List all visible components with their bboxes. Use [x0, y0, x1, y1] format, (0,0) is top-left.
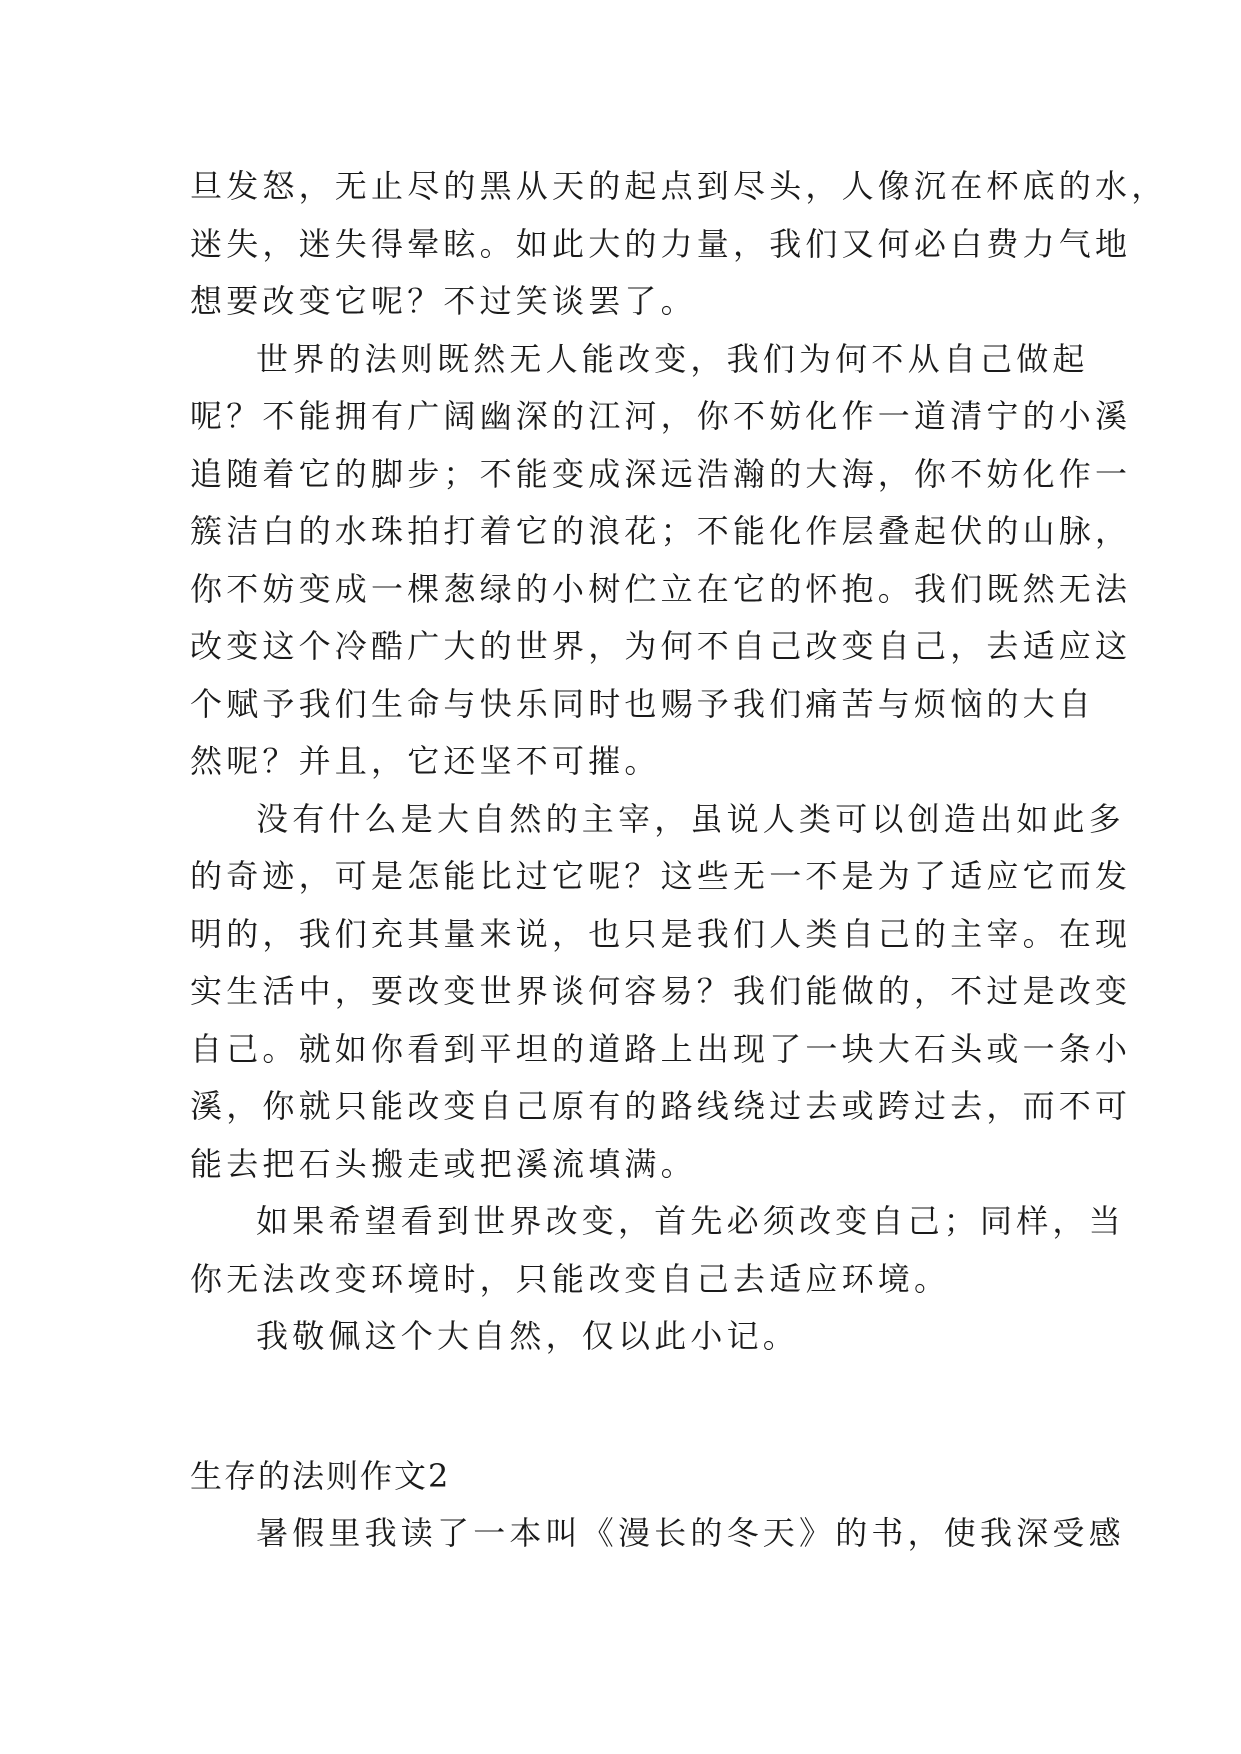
text-line: 呢？不能拥有广阔幽深的江河，你不妨化作一道清宁的小溪 — [190, 397, 1132, 435]
paragraph-5 — [190, 1308, 1050, 1366]
text-line: 能去把石头搬走或把溪流填满。 — [190, 1144, 697, 1183]
paragraph-1 — [190, 158, 1168, 331]
text-line: 想要改变它呢？不过笑谈罢了。 — [190, 282, 697, 320]
paragraph-6 — [190, 1505, 1125, 1563]
text-line: 实生活中，要改变世界谈何容易？我们能做的，不过是改变 — [190, 972, 1132, 1010]
paragraph-4 — [190, 1193, 1125, 1308]
text-line: 旦发怒，无止尽的黑从天的起点到尽头，人像沉在杯底的水， — [190, 167, 1168, 205]
text-line: 溪，你就只能改变自己原有的路线绕过去或跨过去，而不可 — [190, 1087, 1132, 1125]
text-line: 如果希望看到世界改变，首先必须改变自己；同样，当 — [256, 1202, 1125, 1240]
paragraph-2 — [190, 331, 1132, 791]
text-line: 暑假里我读了一本叫《漫长的冬天》的书，使我深受感 — [256, 1514, 1125, 1552]
text-line: 你不妨变成一棵葱绿的小树伫立在它的怀抱。我们既然无法 — [190, 569, 1132, 608]
text-line: 个赋予我们生命与快乐同时也赐予我们痛苦与烦恼的大自 — [190, 684, 1096, 723]
text-line: 自己。就如你看到平坦的道路上出现了一块大石头或一条小 — [190, 1029, 1132, 1068]
paragraph-3 — [190, 791, 1132, 1194]
text-line: 我敬佩这个大自然，仅以此小记。 — [256, 1317, 800, 1355]
text-line: 簇洁白的水珠拍打着它的浪花；不能化作层叠起伏的山脉， — [190, 512, 1132, 550]
text-line: 你无法改变环境时，只能改变自己去适应环境。 — [190, 1259, 951, 1298]
text-line: 世界的法则既然无人能改变，我们为何不从自己做起 — [256, 339, 1089, 378]
text-line: 明的，我们充其量来说，也只是我们人类自己的主宰。在现 — [190, 914, 1132, 953]
text-line: 没有什么是大自然的主宰，虽说人类可以创造出如此多 — [256, 799, 1125, 838]
text-line: 的奇迹，可是怎能比过它呢？这些无一不是为了适应它而发 — [190, 857, 1132, 895]
document-page — [190, 158, 1168, 1563]
text-line: 追随着它的脚步；不能变成深远浩瀚的大海，你不妨化作一 — [190, 454, 1132, 493]
text-line: 然呢？并且，它还坚不可摧。 — [190, 742, 661, 780]
section-heading: 生存的法则作文2 — [190, 1456, 451, 1495]
text-line: 改变这个冷酷广大的世界，为何不自己改变自己，去适应这 — [190, 627, 1132, 665]
text-line: 迷失，迷失得晕眩。如此大的力量，我们又何必白费力气地 — [190, 224, 1132, 263]
